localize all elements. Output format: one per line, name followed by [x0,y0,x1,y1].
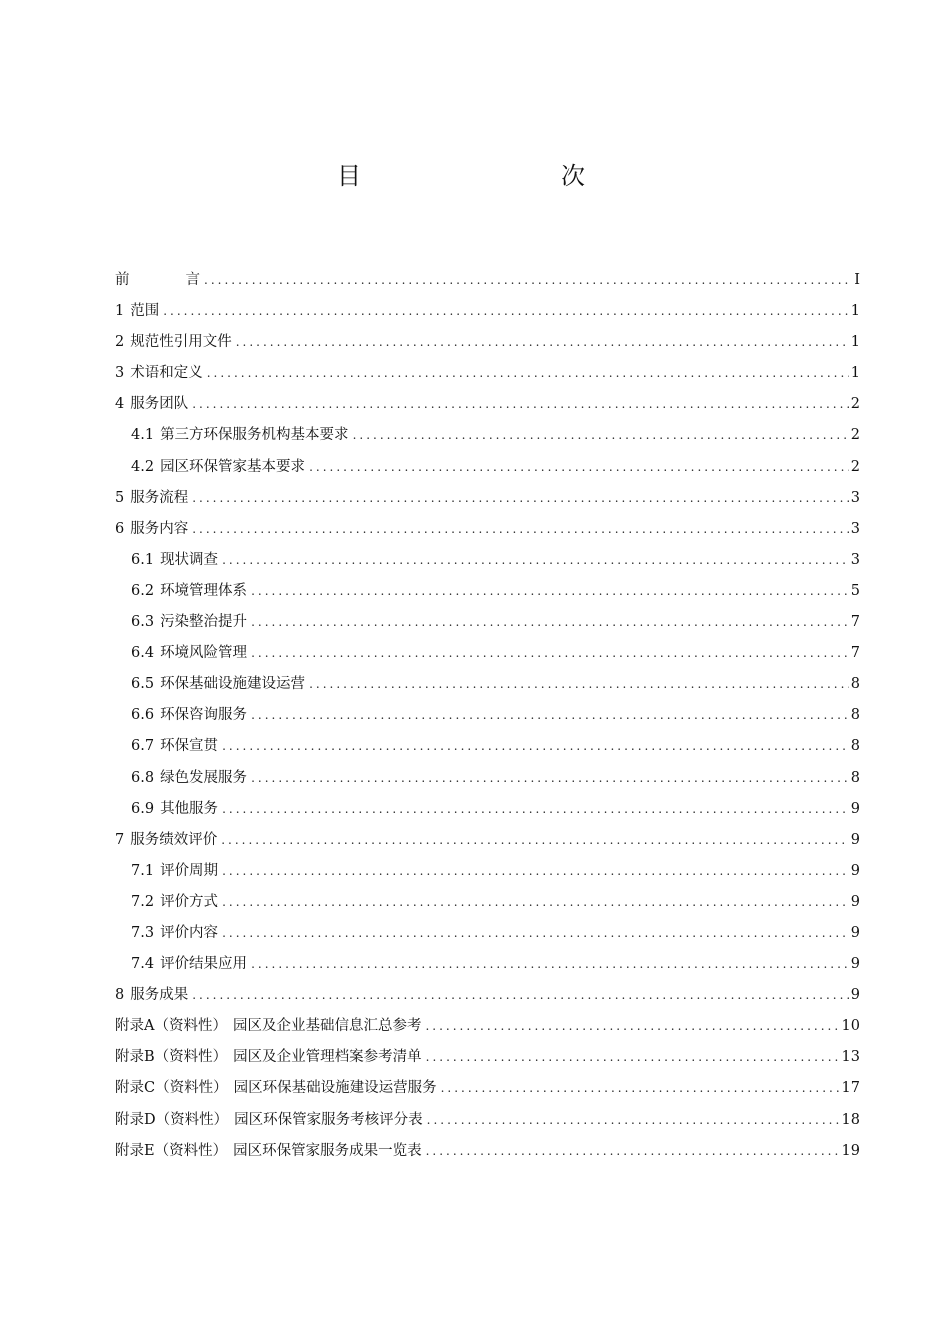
toc-dot-leader [251,607,849,638]
toc-page-number: 13 [841,1049,860,1066]
toc-entry-title: 园区及企业管理档案参考清单 [233,1049,422,1066]
toc-entry-number: 7.1 [131,862,155,879]
toc-dot-leader [204,265,852,296]
toc-page-number: 7 [850,614,860,631]
toc-entry-number: 8 [115,987,125,1004]
toc-entry[interactable] [115,763,860,794]
toc-page-number: 3 [850,520,860,537]
toc-entry[interactable] [115,856,860,887]
toc-entry-title: 园区环保管家服务考核评分表 [234,1111,423,1128]
toc-entry-number: 4 [115,396,125,413]
toc-entry[interactable] [115,514,860,545]
toc-entry-title: 环境风险管理 [160,645,248,662]
toc-entry-label [131,420,353,451]
toc-entry-number: 4.1 [131,427,155,444]
toc-dot-leader [222,731,849,762]
toc-entry-title: 环保咨询服务 [160,707,248,724]
toc-entry[interactable] [115,420,860,451]
toc-entry-label [115,1011,425,1042]
toc-entry-title: 评价方式 [160,893,219,910]
toc-entry[interactable] [115,358,860,389]
toc-entry-label [131,452,309,483]
toc-page-number: 18 [841,1111,860,1128]
toc-entry-title: 评价结果应用 [160,956,248,973]
toc-entry-label [131,763,251,794]
toc-entry-number: 7.3 [131,924,155,941]
toc-entry-title: 环保宣贯 [160,738,219,755]
toc-entry-number: 4.2 [131,458,155,475]
toc-entry-label [131,669,309,700]
toc-entry-number: 6.1 [131,551,155,568]
toc-entry-title: 服务团队 [130,396,189,413]
toc-entry[interactable] [115,669,860,700]
toc-dot-leader [222,794,849,825]
toc-entry-number: 附录D（资料性） [115,1111,229,1128]
toc-entry-label [115,1136,426,1167]
toc-dot-leader [251,638,849,669]
toc-dot-leader [426,1136,840,1167]
toc-dot-leader [221,825,849,856]
toc-entry-title: 评价周期 [160,862,219,879]
toc-entry-number: 附录A（资料性） [115,1018,227,1035]
toc-entry-title: 环保基础设施建设运营 [160,676,306,693]
toc-entry-number: 6.4 [131,645,155,662]
toc-page-number: 5 [850,582,860,599]
toc-entry-number: 附录C（资料性） [115,1080,228,1097]
toc-entry-label [115,1073,441,1104]
toc-entry-number: 5 [115,489,125,506]
toc-dot-leader [192,980,849,1011]
toc-page-number: 17 [841,1080,860,1097]
toc-dot-leader [427,1105,840,1136]
toc-entry-number: 附录E（资料性） [115,1142,228,1159]
toc-entry-label [115,389,192,420]
toc-entry-title: 服务内容 [130,520,189,537]
toc-page-number: 9 [850,987,860,1004]
toc-entry-label [131,949,251,980]
toc-entry-label [115,825,221,856]
toc-entry[interactable] [115,1042,860,1073]
toc-page-number: 8 [850,738,860,755]
toc-page-number: 8 [850,769,860,786]
toc-entry-label [131,731,222,762]
toc-entry-label [131,918,222,949]
toc-dot-leader [353,420,849,451]
toc-entry-title: 园区环保管家服务成果一览表 [233,1142,422,1159]
toc-entry-label [131,638,251,669]
toc-entry[interactable] [115,1136,860,1167]
toc-entry-label [115,483,192,514]
toc-dot-leader [192,389,849,420]
toc-dot-leader [309,452,849,483]
toc-entry-title: 评价内容 [160,924,219,941]
toc-entry[interactable] [115,545,860,576]
toc-entry-title: 其他服务 [160,800,219,817]
toc-page-number: 2 [850,427,860,444]
toc-dot-leader [309,669,849,700]
toc-entry-title: 范围 [130,303,160,320]
toc-entry-title: 服务绩效评价 [130,831,218,848]
toc-dot-leader [222,545,849,576]
toc-dot-leader [222,856,849,887]
toc-dot-leader [251,763,849,794]
toc-page-number: 2 [850,458,860,475]
toc-page-number: 8 [850,676,860,693]
toc-entry[interactable] [115,918,860,949]
toc-entry[interactable] [115,327,860,358]
toc-entry-title: 服务流程 [130,489,189,506]
toc-dot-leader [236,327,849,358]
toc-entry-title: 绿色发展服务 [160,769,248,786]
toc-entry-label [131,607,251,638]
toc-entry-label [131,856,222,887]
toc-page-number: 9 [850,956,860,973]
toc-dot-leader [192,514,849,545]
toc-page-number: 7 [850,645,860,662]
toc-entry[interactable] [115,887,860,918]
table-of-contents [115,265,860,1167]
toc-page-number: 3 [850,551,860,568]
toc-dot-leader [251,576,849,607]
toc-entry-label [131,545,222,576]
toc-page-number: I [854,272,860,288]
toc-entry-title: 术语和定义 [130,365,203,382]
toc-entry-title: 园区及企业基础信息汇总参考 [232,1018,422,1035]
toc-entry-label [115,1105,427,1136]
toc-entry[interactable] [115,389,860,420]
toc-entry[interactable] [115,638,860,669]
toc-entry-label [131,576,251,607]
toc-entry-number: 6.3 [131,614,155,631]
toc-entry-title: 言 [185,272,200,288]
toc-entry[interactable] [115,1011,860,1042]
toc-entry-label [131,700,251,731]
toc-page-number: 10 [841,1018,860,1035]
toc-entry-title: 园区环保管家基本要求 [160,458,306,475]
toc-dot-leader [222,918,849,949]
toc-entry-number: 6.2 [131,582,155,599]
toc-entry[interactable] [115,700,860,731]
toc-entry[interactable] [115,296,860,327]
toc-entry[interactable] [115,731,860,762]
toc-page-number: 1 [850,303,860,320]
page-title: 目 次 [337,162,673,190]
toc-entry-label [131,887,222,918]
toc-page-number: 2 [850,396,860,413]
toc-entry-label [115,296,163,327]
toc-entry-title: 现状调查 [160,551,219,568]
toc-entry-number: 6.6 [131,707,155,724]
toc-entry-number: 6.9 [131,800,155,817]
toc-entry[interactable] [115,483,860,514]
toc-entry-number: 3 [115,365,125,382]
toc-page-number: 9 [850,924,860,941]
toc-entry-label [115,265,204,296]
toc-page-number: 19 [841,1142,860,1159]
toc-page-number: 9 [850,893,860,910]
toc-entry-title: 园区环保基础设施建设运营服务 [233,1080,437,1097]
toc-entry-number: 7.4 [131,956,155,973]
toc-entry-number: 7.2 [131,893,155,910]
toc-page-number: 8 [850,707,860,724]
toc-page-number: 1 [850,334,860,351]
toc-entry[interactable] [115,980,860,1011]
toc-entry-label [115,1042,426,1073]
toc-entry-number: 1 [115,303,125,320]
toc-dot-leader [192,483,849,514]
toc-dot-leader [251,949,849,980]
toc-dot-leader [426,1042,840,1073]
toc-entry[interactable] [115,265,860,296]
toc-entry-title: 规范性引用文件 [130,334,232,351]
toc-entry-number: 6.5 [131,676,155,693]
toc-entry-number: 附录B（资料性） [115,1049,228,1066]
toc-page-number: 3 [850,489,860,506]
toc-entry-label [115,514,192,545]
toc-entry-label [115,980,192,1011]
toc-entry[interactable] [115,1073,860,1104]
toc-page-number: 9 [850,800,860,817]
toc-entry[interactable] [115,949,860,980]
toc-entry-number: 6.7 [131,738,155,755]
toc-dot-leader [163,296,849,327]
toc-dot-leader [222,887,849,918]
toc-entry-number: 2 [115,334,125,351]
toc-entry-number: 6 [115,520,125,537]
toc-page-number: 9 [850,831,860,848]
toc-page-number: 1 [850,365,860,382]
toc-entry-title: 污染整治提升 [160,614,248,631]
toc-entry-label [115,358,207,389]
toc-dot-leader [441,1073,840,1104]
toc-entry-number: 7 [115,831,125,848]
toc-entry-title: 第三方环保服务机构基本要求 [160,427,349,444]
toc-entry[interactable] [115,794,860,825]
toc-entry-title: 前 [115,272,186,288]
toc-entry[interactable] [115,452,860,483]
toc-entry-number: 6.8 [131,769,155,786]
toc-entry[interactable] [115,1105,860,1136]
toc-entry-title: 服务成果 [130,987,189,1004]
toc-dot-leader [207,358,849,389]
toc-dot-leader [251,700,849,731]
toc-page-number: 9 [850,862,860,879]
toc-entry-title: 环境管理体系 [160,582,248,599]
toc-dot-leader [425,1011,839,1042]
toc-entry-label [115,327,236,358]
toc-entry[interactable] [115,576,860,607]
toc-entry[interactable] [115,607,860,638]
toc-entry[interactable] [115,825,860,856]
toc-entry-label [131,794,222,825]
